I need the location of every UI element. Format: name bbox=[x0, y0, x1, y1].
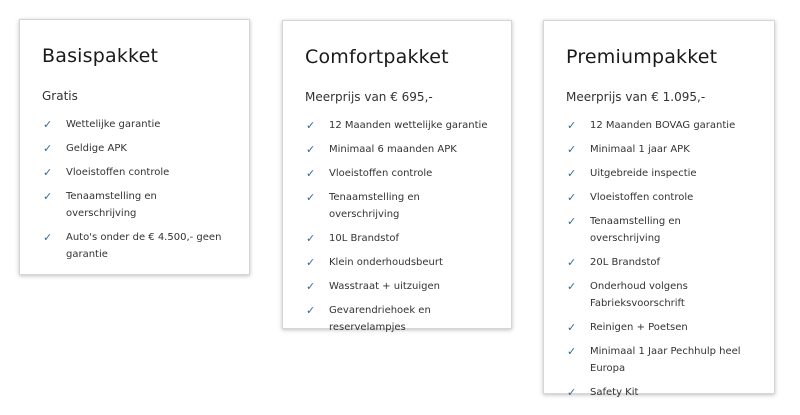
feature-label: Minimaal 1 Jaar Pechhulp heel Europa bbox=[590, 346, 741, 374]
feature-label: Uitgebreide inspectie bbox=[590, 168, 697, 179]
checkmark-icon: ✓ bbox=[306, 280, 316, 293]
feature-item bbox=[566, 384, 754, 401]
feature-item bbox=[42, 188, 229, 222]
feature-item bbox=[305, 165, 491, 182]
package-price: Gratis bbox=[42, 89, 78, 103]
checkmark-icon: ✓ bbox=[567, 191, 577, 204]
checkmark-icon: ✓ bbox=[567, 256, 577, 269]
feature-label: Tenaamstelling en overschrijving bbox=[329, 192, 420, 220]
feature-item bbox=[566, 165, 754, 182]
checkmark-icon: ✓ bbox=[306, 232, 316, 245]
package-title: Comfortpakket bbox=[305, 46, 449, 68]
checkmark-icon: ✓ bbox=[567, 143, 577, 156]
feature-item bbox=[566, 117, 754, 134]
checkmark-icon: ✓ bbox=[306, 191, 316, 204]
feature-label: 12 Maanden wettelijke garantie bbox=[329, 120, 488, 131]
package-card-basis bbox=[19, 19, 250, 275]
feature-item bbox=[566, 213, 754, 247]
feature-label: Vloeistoffen controle bbox=[66, 167, 170, 178]
checkmark-icon: ✓ bbox=[567, 119, 577, 132]
feature-list bbox=[42, 116, 229, 263]
feature-label: Auto's onder de € 4.500,- geen garantie bbox=[66, 232, 222, 260]
feature-label: Vloeistoffen controle bbox=[590, 192, 694, 203]
checkmark-icon: ✓ bbox=[567, 215, 577, 228]
feature-item bbox=[566, 319, 754, 336]
feature-label: Safety Kit bbox=[590, 387, 639, 398]
feature-label: 20L Brandstof bbox=[590, 257, 661, 268]
feature-list bbox=[305, 117, 491, 336]
checkmark-icon: ✓ bbox=[306, 304, 316, 317]
feature-item bbox=[42, 116, 229, 133]
feature-item bbox=[305, 189, 491, 223]
feature-label: 12 Maanden BOVAG garantie bbox=[590, 120, 736, 131]
feature-item bbox=[305, 141, 491, 158]
package-price: Meerprijs van € 1.095,- bbox=[566, 90, 706, 104]
feature-label: Gevarendriehoek en reservelampjes bbox=[329, 305, 431, 333]
feature-label: Vloeistoffen controle bbox=[329, 168, 433, 179]
package-card-premium bbox=[543, 20, 775, 399]
checkmark-icon: ✓ bbox=[43, 231, 53, 244]
feature-list bbox=[566, 117, 754, 401]
feature-label: Wasstraat + uitzuigen bbox=[329, 281, 440, 292]
feature-item bbox=[305, 278, 491, 295]
feature-item bbox=[305, 302, 491, 336]
feature-label: 10L Brandstof bbox=[329, 233, 400, 244]
feature-label: Minimaal 1 jaar APK bbox=[590, 144, 690, 155]
checkmark-icon: ✓ bbox=[43, 190, 53, 203]
package-price: Meerprijs van € 695,- bbox=[305, 90, 433, 104]
checkmark-icon: ✓ bbox=[43, 166, 53, 179]
checkmark-icon: ✓ bbox=[567, 280, 577, 293]
feature-item bbox=[42, 229, 229, 263]
feature-item bbox=[305, 117, 491, 134]
feature-label: Tenaamstelling en overschrijving bbox=[590, 216, 681, 244]
feature-item bbox=[305, 230, 491, 247]
feature-label: Onderhoud volgens Fabrieksvoorschrift bbox=[590, 281, 688, 309]
feature-item bbox=[42, 140, 229, 157]
checkmark-icon: ✓ bbox=[306, 167, 316, 180]
feature-label: Klein onderhoudsbeurt bbox=[329, 257, 443, 268]
feature-label: Minimaal 6 maanden APK bbox=[329, 144, 457, 155]
checkmark-icon: ✓ bbox=[306, 119, 316, 132]
checkmark-icon: ✓ bbox=[43, 118, 53, 131]
checkmark-icon: ✓ bbox=[306, 256, 316, 269]
feature-item bbox=[566, 278, 754, 312]
checkmark-icon: ✓ bbox=[567, 167, 577, 180]
feature-item bbox=[305, 254, 491, 271]
feature-label: Reinigen + Poetsen bbox=[590, 322, 688, 333]
package-title: Basispakket bbox=[42, 45, 159, 67]
feature-item bbox=[566, 343, 754, 377]
checkmark-icon: ✓ bbox=[567, 386, 577, 399]
feature-label: Tenaamstelling en overschrijving bbox=[66, 191, 157, 219]
package-card-comfort bbox=[282, 20, 512, 333]
feature-label: Geldige APK bbox=[66, 143, 127, 154]
checkmark-icon: ✓ bbox=[567, 321, 577, 334]
checkmark-icon: ✓ bbox=[43, 142, 53, 155]
checkmark-icon: ✓ bbox=[306, 143, 316, 156]
checkmark-icon: ✓ bbox=[567, 345, 577, 358]
feature-item bbox=[566, 254, 754, 271]
feature-label: Wettelijke garantie bbox=[66, 119, 161, 130]
feature-item bbox=[42, 164, 229, 181]
package-title: Premiumpakket bbox=[566, 46, 718, 68]
feature-item bbox=[566, 141, 754, 158]
feature-item bbox=[566, 189, 754, 206]
